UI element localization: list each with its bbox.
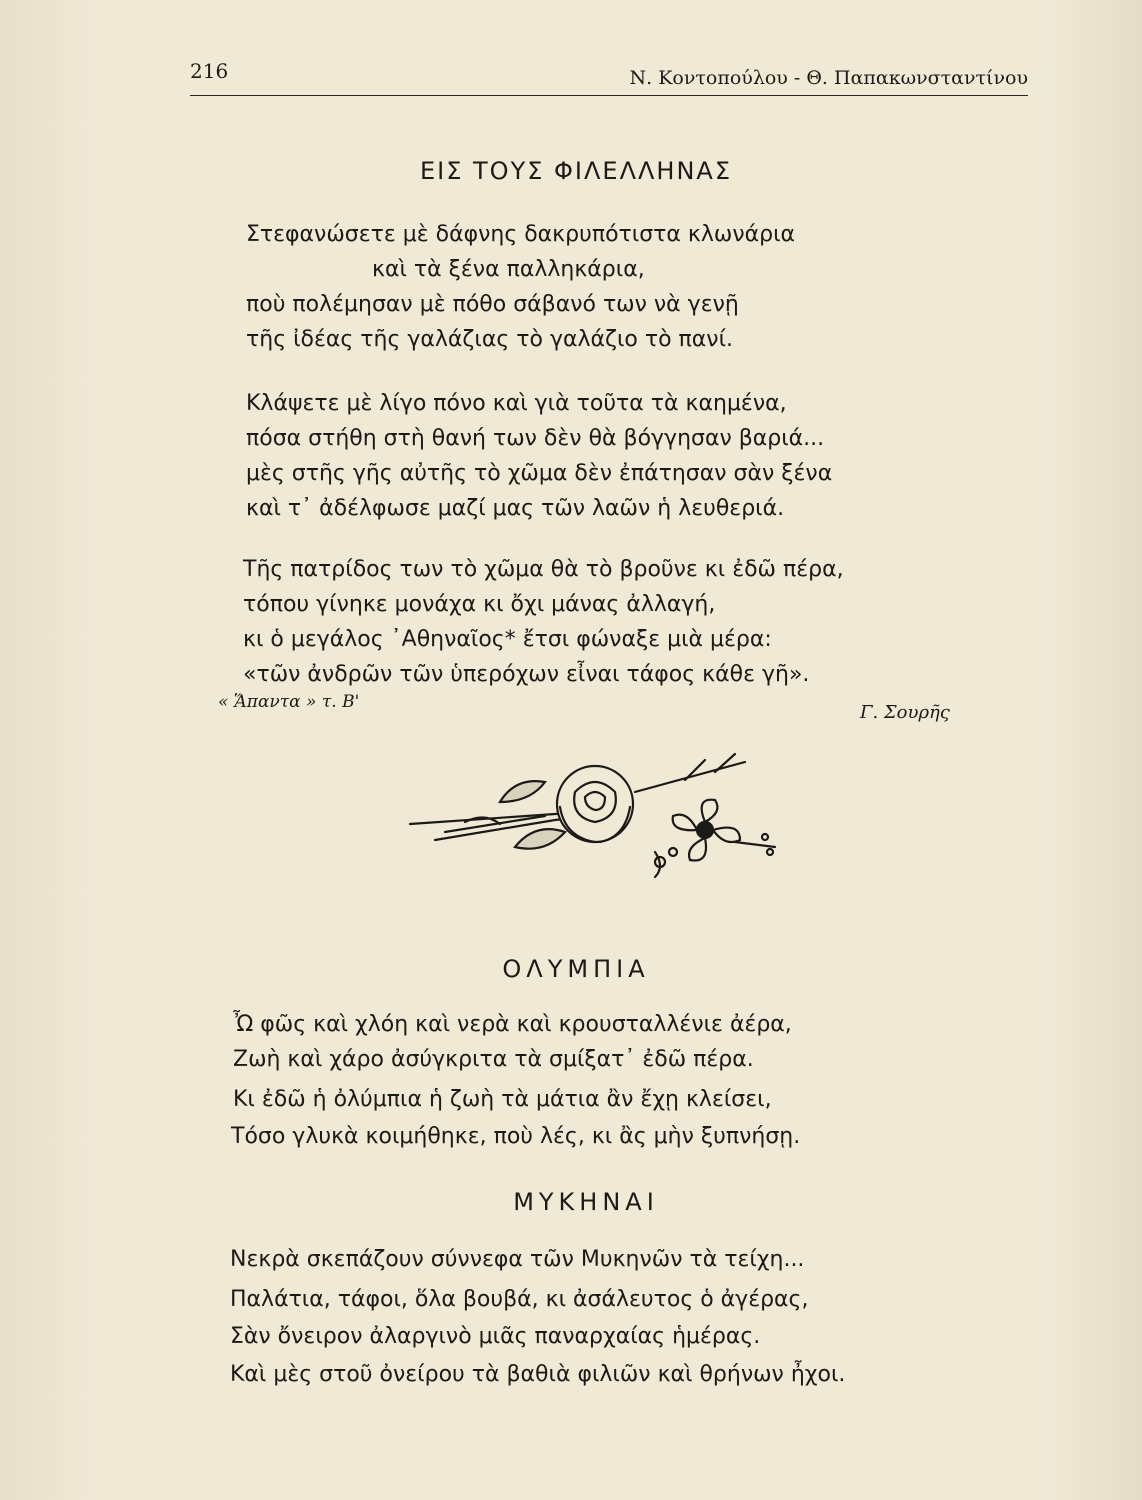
poem-line: «τῶν ἀνδρῶν τῶν ὑπερόχων εἶναι τάφος κάθε γῆ». (243, 662, 810, 687)
poem-line: Κλάψετε μὲ λίγο πόνο καὶ γιὰ τοῦτα τὰ καημένα, (246, 391, 787, 416)
poem-line: Τῆς πατρίδος των τὸ χῶμα θὰ τὸ βροῦνε κι ἐδῶ πέρα, (243, 557, 844, 582)
poem-line: πόσα στήθη στὴ θανή των δὲν θὰ βόγγησαν βαριά... (246, 426, 825, 451)
poem-line: Στεφανώσετε μὲ δάφνης δακρυπότιστα κλωνάρια (246, 222, 796, 247)
flower-bouquet-icon (405, 752, 785, 882)
poem-title-olympia: ΟΛΥΜΠΙΑ (502, 955, 650, 983)
poem-line: Τόσο γλυκὰ κοιμήθηκε, ποὺ λές, κι ἂς μὴν ξυπνήσῃ. (231, 1124, 801, 1149)
poem-title-mycenae: ΜΥΚΗΝΑΙ (513, 1188, 659, 1216)
poem-line: μὲς στῆς γῆς αὐτῆς τὸ χῶμα δὲν ἐπάτησαν σὰν ξένα (246, 461, 833, 486)
poem-line: Νεκρὰ σκεπάζουν σύννεφα τῶν Μυκηνῶν τὰ τείχη... (230, 1247, 805, 1272)
author-signature: Γ. Σουρῆς (860, 702, 950, 723)
poem-line: Κι ἐδῶ ἡ ὀλύμπια ἡ ζωὴ τὰ μάτια ἂν ἔχῃ κλείσει, (233, 1087, 772, 1112)
poem-line: Σὰν ὄνειρον ἀλαργινὸ μιᾶς παναρχαίας ἡμέρας. (230, 1324, 761, 1349)
poem-line: Ὦ φῶς καὶ χλόη καὶ νερὰ καὶ κρουσταλλένιε ἀέρα, (233, 1012, 792, 1037)
poem-line: Ζωὴ καὶ χάρο ἀσύγκριτα τὰ σμίξατ᾽ ἐδῶ πέρα. (233, 1047, 754, 1072)
page-number: 216 (190, 59, 229, 83)
poem-line: Καὶ μὲς στοῦ ὀνείρου τὰ βαθιὰ φιλιῶν καὶ θρήνων ἦχοι. (230, 1362, 846, 1387)
poem-line: Παλάτια, τάφοι, ὅλα βουβά, κι ἀσάλευτος ὁ ἀγέρας, (230, 1287, 809, 1312)
poem-line: καὶ τ᾽ ἀδέλφωσε μαζί μας τῶν λαῶν ἡ λευθεριά. (246, 496, 785, 521)
page-header (190, 55, 1028, 96)
poem-line: καὶ τὰ ξένα παλληκάρια, (372, 257, 645, 282)
running-head: Ν. Κοντοπούλου - Θ. Παπακωνσταντίνου (629, 67, 1028, 89)
poem-line: ποὺ πολέμησαν μὲ πόθο σάβανό των νὰ γενῇ (246, 292, 739, 317)
poem-line: κι ὁ μεγάλος ᾽Αθηναῖος* ἔτσι φώναξε μιὰ μέρα: (243, 627, 772, 652)
poem-title-philhellenes: ΕΙΣ ΤΟΥΣ ΦΙΛΕΛΛΗΝΑΣ (419, 157, 732, 185)
source-citation: « Ἅπαντα » τ. Β' (218, 692, 360, 712)
poem-line: τόπου γίνηκε μονάχα κι ὄχι μάνας ἀλλαγή, (243, 592, 716, 617)
poem-line: τῆς ἰδέας τῆς γαλάζιας τὸ γαλάζιο τὸ πανί. (246, 327, 734, 352)
